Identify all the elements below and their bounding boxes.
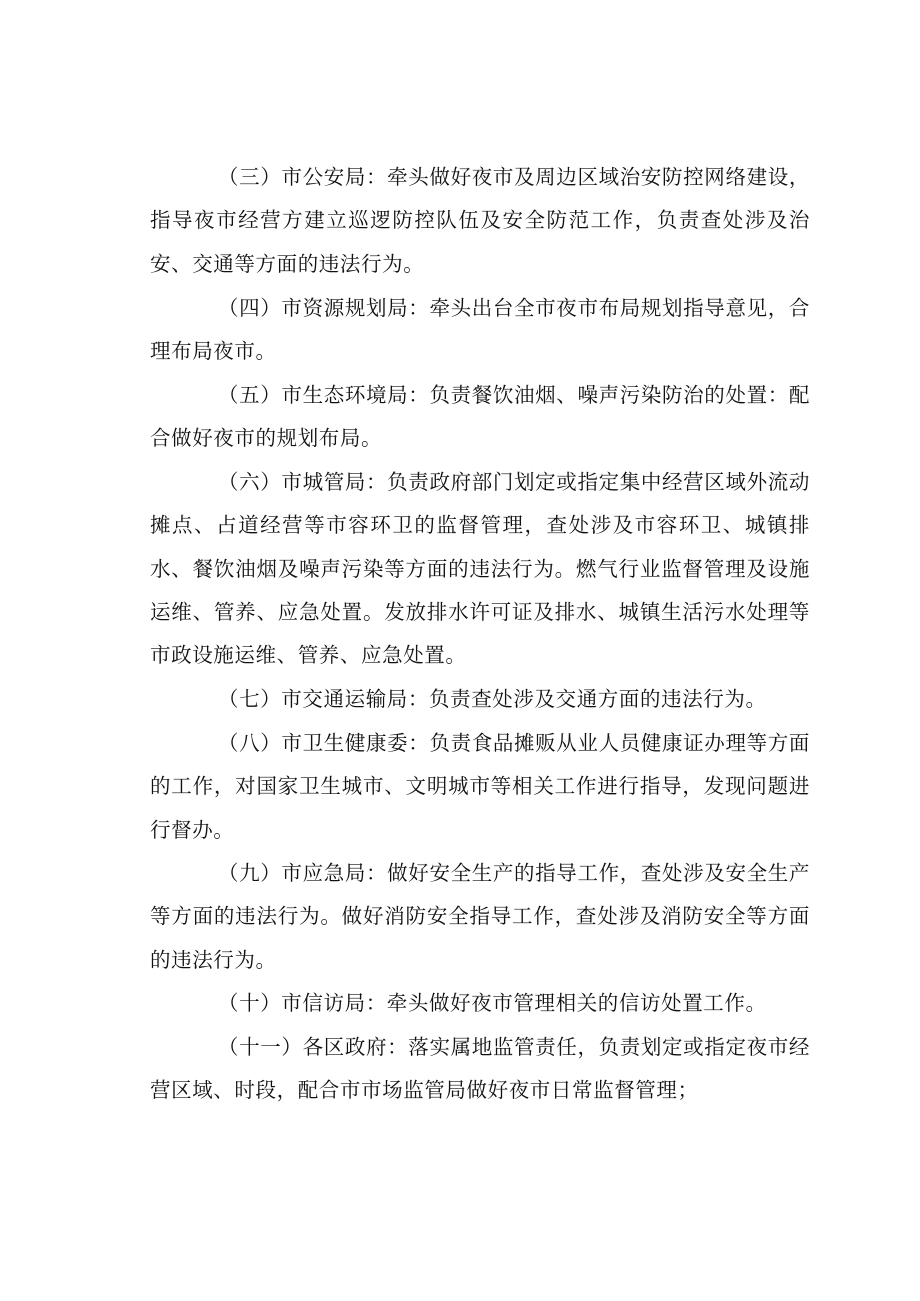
paragraph-city-management: （六）市城管局：负责政府部门划定或指定集中经营区域外流动摊点、占道经营等市容环卫的监督管理，查处涉及市容环卫、城镇排水、餐饮油烟及噪声污染等方面的违法行为。燃气行业监督管理及设施运维、管养、应急处置。发放排水许可证及排水、城镇生活污水处理等市政设施运维、管养、应急处置。 <box>150 470 810 668</box>
paragraph-district-governments: （十一）各区政府：落实属地监管责任，负责划定或指定夜市经营区域、时段，配合市市场监管局做好夜市日常监督管理； <box>150 1035 810 1103</box>
paragraph-resource-planning: （四）市资源规划局：牵头出台全市夜市布局规划指导意见，合理布局夜市。 <box>150 296 810 364</box>
paragraph-public-security: （三）市公安局：牵头做好夜市及周边区域治安防控网络建设，指导夜市经营方建立巡逻防控队伍及安全防范工作，负责查处涉及治安、交通等方面的违法行为。 <box>150 165 810 276</box>
paragraph-emergency: （九）市应急局：做好安全生产的指导工作，查处涉及安全生产等方面的违法行为。做好消防安全指导工作，查处涉及消防安全等方面的违法行为。 <box>150 861 810 972</box>
paragraph-petition: （十）市信访局：牵头做好夜市管理相关的信访处置工作。 <box>218 991 767 1015</box>
paragraph-health: （八）市卫生健康委：负责食品摊贩从业人员健康证办理等方面的工作，对国家卫生城市、文明城市等相关工作进行指导，发现问题进行督办。 <box>150 731 810 842</box>
paragraph-transport: （七）市交通运输局：负责查处涉及交通方面的违法行为。 <box>218 687 767 711</box>
paragraph-ecology-environment: （五）市生态环境局：负责餐饮油烟、噪声污染防治的处置：配合做好夜市的规划布局。 <box>150 383 810 451</box>
